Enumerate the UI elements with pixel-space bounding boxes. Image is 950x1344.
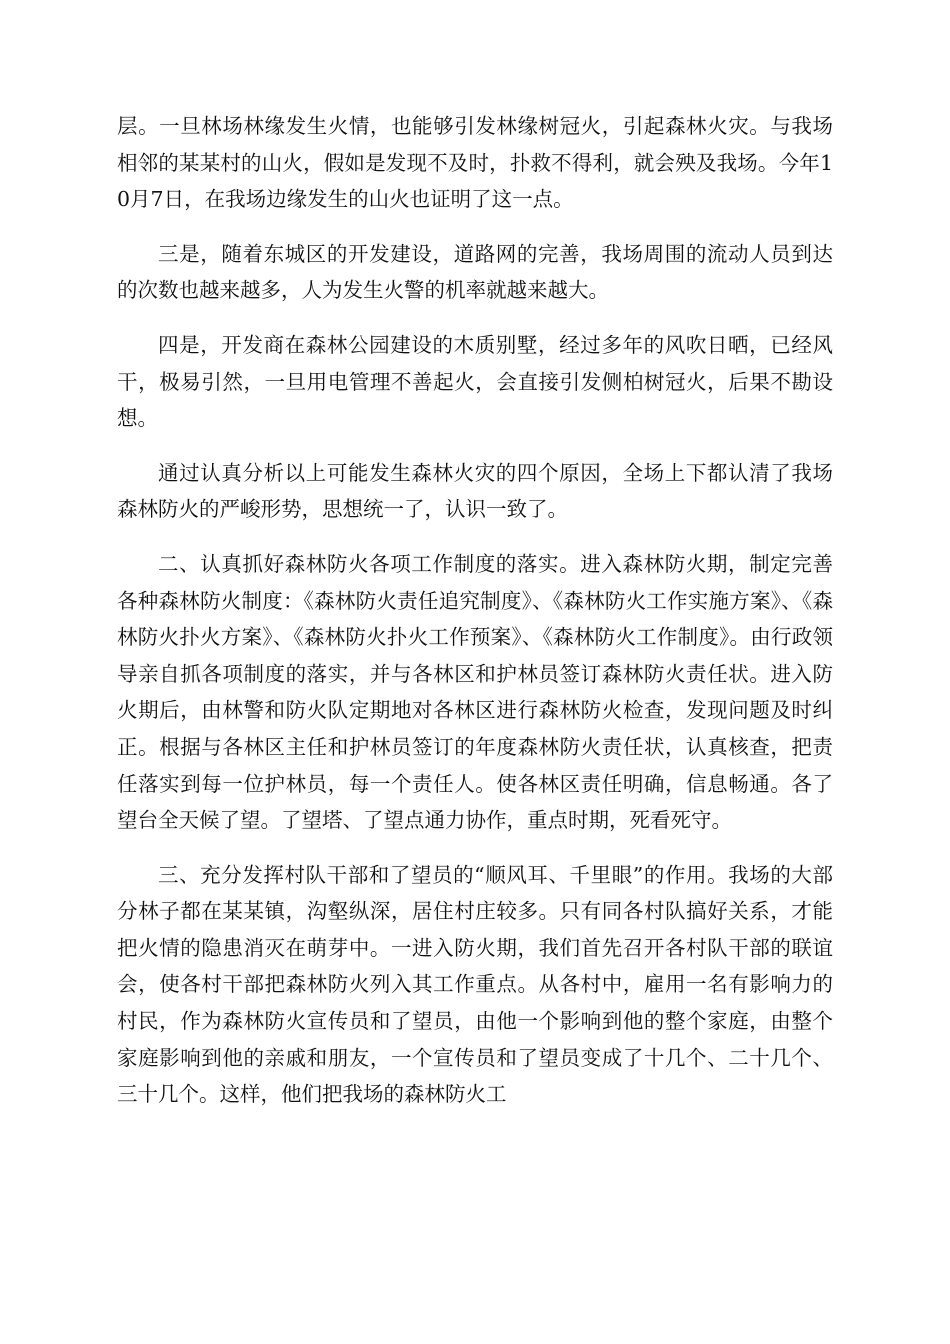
paragraph-6: 三、充分发挥村队干部和了望员的“顺风耳、千里眼”的作用。我场的大部分林子都在某某镇，沟壑纵深，居住村庄较多。只有同各村队搞好关系，才能把火情的隐患消灭在萌芽中。一进入防火期，我们首先召开各村队干部的联谊会，使各村干部把森林防火列入其工作重点。从各村中，雇用一名有影响力的村民，作为森林防火宣传员和了望员，由他一个影响到他的整个家庭，由整个家庭影响到他的亲戚和朋友，一个宣传员和了望员变成了十几个、二十几个、三十几个。这样，他们把我场的森林防火工: [117, 862, 833, 1107]
document-page: [117, 108, 833, 1131]
paragraph-3: 四是，开发商在森林公园建设的木质别墅，经过多年的风吹日晒，已经风干，极易引然，一旦用电管理不善起火，会直接引发侧柏树冠火，后果不勘设想。: [117, 332, 833, 431]
paragraph-1: 层。一旦林场林缘发生火情，也能够引发林缘树冠火，引起森林火灾。与我场相邻的某某村的山火，假如是发现不及时，扑救不得利，就会殃及我场。今年10月7日，在我场边缘发生的山火也证明了这一点。: [117, 114, 833, 212]
paragraph-5: 二、认真抓好森林防火各项工作制度的落实。进入森林防火期，制定完善各种森林防火制度：《森林防火责任追究制度》、《森林防火工作实施方案》、《森林防火扑火方案》、《森林防火扑火工作预案》、《森林防火工作制度》。由行政领导亲自抓各项制度的落实，并与各林区和护林员签订森林防火责任状。进入防火期后，由林警和防火队定期地对各林区进行森林防火检查，发现问题及时纠正。根据与各林区主任和护林员签订的年度森林防火责任状，认真核查，把责任落实到每一位护林员，每一个责任人。使各林区责任明确，信息畅通。各了望台全天候了望。了望塔、了望点通力协作，重点时期，死看死守。: [117, 551, 833, 833]
paragraph-4: 通过认真分析以上可能发生森林火灾的四个原因，全场上下都认清了我场森林防火的严峻形势，思想统一了，认识一致了。: [117, 460, 833, 522]
paragraph-2: 三是，随着东城区的开发建设，道路网的完善，我场周围的流动人员到达的次数也越来越多，人为发生火警的机率就越来越大。: [117, 241, 833, 303]
